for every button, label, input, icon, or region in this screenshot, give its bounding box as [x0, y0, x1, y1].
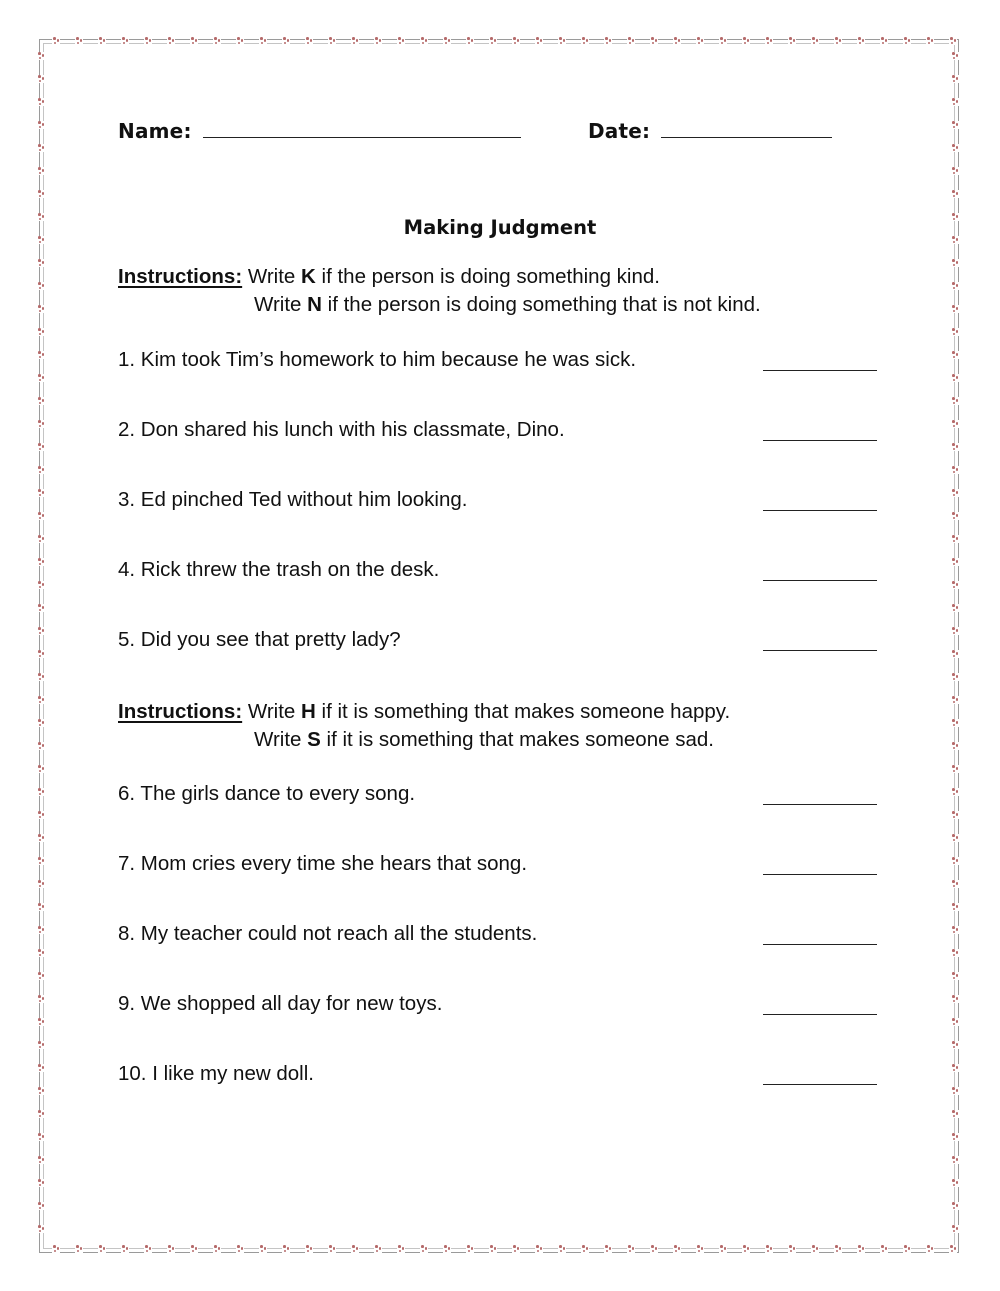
border-dot-ornament	[305, 1245, 313, 1253]
border-dot-ornament	[37, 1041, 45, 1049]
border-dot-ornament	[650, 37, 658, 45]
border-dot-ornament	[259, 1245, 267, 1253]
border-dot-ornament	[37, 1179, 45, 1187]
border-dot-ornament	[951, 420, 959, 428]
border-dot-ornament	[98, 1245, 106, 1253]
border-dot-ornament	[951, 167, 959, 175]
border-dot-ornament	[558, 37, 566, 45]
border-dot-ornament	[37, 305, 45, 313]
border-dot-ornament	[951, 52, 959, 60]
border-dot-ornament	[696, 37, 704, 45]
instruction-text: if the person is doing something kind.	[315, 265, 660, 288]
border-dot-ornament	[673, 1245, 681, 1253]
border-dot-ornament	[719, 1245, 727, 1253]
border-dot-ornament	[213, 1245, 221, 1253]
border-dot-ornament	[742, 37, 750, 45]
instruction-text: if the person is doing something that is not kind.	[321, 293, 761, 316]
border-dot-ornament	[98, 37, 106, 45]
answer-line-1[interactable]	[763, 370, 877, 371]
border-dot-ornament	[37, 52, 45, 60]
instruction-text: Write	[254, 728, 308, 751]
border-dot-ornament	[857, 37, 865, 45]
border-dot-ornament	[951, 443, 959, 451]
border-dot-ornament	[37, 1133, 45, 1141]
border-dot-ornament	[951, 190, 959, 198]
border-dot-ornament	[420, 37, 428, 45]
border-dot-ornament	[328, 37, 336, 45]
border-dot-ornament	[951, 466, 959, 474]
border-dot-ornament	[37, 1225, 45, 1233]
border-dot-ornament	[37, 144, 45, 152]
border-dot-ornament	[742, 1245, 750, 1253]
border-dot-ornament	[37, 604, 45, 612]
border-dot-ornament	[37, 995, 45, 1003]
date-field	[588, 119, 832, 143]
question-1: 1. Kim took Tim’s homework to him because he was sick.	[118, 348, 637, 371]
border-dot-ornament	[37, 581, 45, 589]
border-dot-ornament	[951, 949, 959, 957]
instruction-text: if it is something that makes someone happy.	[315, 700, 731, 723]
instruction-text: Write	[247, 265, 302, 288]
border-dot-ornament	[951, 144, 959, 152]
border-dot-ornament	[951, 627, 959, 635]
answer-key-letter: N	[307, 293, 322, 316]
border-dot-ornament	[951, 75, 959, 83]
border-dot-ornament	[37, 351, 45, 359]
border-dot-ornament	[489, 37, 497, 45]
answer-line-7[interactable]	[763, 874, 877, 875]
border-dot-ornament	[282, 1245, 290, 1253]
question-10: 10. I like my new doll.	[118, 1062, 314, 1085]
border-dot-ornament	[951, 673, 959, 681]
border-dot-ornament	[37, 420, 45, 428]
border-dot-ornament	[951, 1041, 959, 1049]
border-dot-ornament	[951, 1202, 959, 1210]
border-dot-ornament	[903, 1245, 911, 1253]
answer-line-3[interactable]	[763, 510, 877, 511]
border-dot-ornament	[259, 37, 267, 45]
instruction-text: if it is something that makes someone sad.	[320, 728, 714, 751]
border-dot-ornament	[951, 1156, 959, 1164]
border-dot-ornament	[37, 742, 45, 750]
border-dot-ornament	[951, 558, 959, 566]
border-dot-ornament	[951, 282, 959, 290]
instructions-label: Instructions:	[118, 265, 243, 288]
border-dot-ornament	[719, 37, 727, 45]
border-dot-ornament	[37, 627, 45, 635]
border-dot-ornament	[236, 37, 244, 45]
border-dot-ornament	[951, 650, 959, 658]
border-dot-ornament	[37, 397, 45, 405]
border-dot-ornament	[121, 37, 129, 45]
border-dot-ornament	[926, 1245, 934, 1253]
border-dot-ornament	[951, 1087, 959, 1095]
border-dot-ornament	[305, 37, 313, 45]
border-dot-ornament	[811, 1245, 819, 1253]
instructions-1-line-2	[254, 293, 761, 317]
border-dot-ornament	[37, 328, 45, 336]
border-dot-ornament	[627, 37, 635, 45]
border-dot-ornament	[696, 1245, 704, 1253]
border-dot-ornament	[951, 351, 959, 359]
border-dot-ornament	[951, 489, 959, 497]
border-dot-ornament	[788, 37, 796, 45]
border-dot-ornament	[558, 1245, 566, 1253]
border-dot-ornament	[37, 834, 45, 842]
border-dot-ornament	[951, 535, 959, 543]
border-dot-ornament	[190, 1245, 198, 1253]
border-dot-ornament	[37, 1110, 45, 1118]
border-dot-ornament	[949, 1245, 957, 1253]
answer-line-5[interactable]	[763, 650, 877, 651]
border-dot-ornament	[604, 1245, 612, 1253]
border-dot-ornament	[37, 1202, 45, 1210]
border-dot-ornament	[37, 811, 45, 819]
border-dot-ornament	[37, 972, 45, 980]
border-dot-ornament	[37, 489, 45, 497]
name-blank-line[interactable]	[203, 137, 521, 138]
name-label: Name:	[118, 119, 192, 143]
border-dot-ornament	[420, 1245, 428, 1253]
border-dot-ornament	[951, 259, 959, 267]
border-dot-ornament	[37, 512, 45, 520]
border-dot-ornament	[37, 374, 45, 382]
border-dot-ornament	[351, 37, 359, 45]
border-dot-ornament	[951, 995, 959, 1003]
border-dot-ornament	[903, 37, 911, 45]
border-dot-ornament	[951, 1133, 959, 1141]
border-dot-ornament	[951, 696, 959, 704]
answer-key-letter: K	[301, 265, 316, 288]
question-8: 8. My teacher could not reach all the students.	[118, 922, 538, 945]
border-dot-ornament	[951, 1018, 959, 1026]
border-dot-ornament	[951, 719, 959, 727]
border-dot-ornament	[951, 1064, 959, 1072]
border-dot-ornament	[282, 37, 290, 45]
border-dot-ornament	[951, 374, 959, 382]
border-dot-ornament	[627, 1245, 635, 1253]
border-dot-ornament	[765, 37, 773, 45]
instruction-text: Write	[247, 700, 302, 723]
border-dot-ornament	[951, 121, 959, 129]
border-dot-ornament	[52, 37, 60, 45]
border-dot-ornament	[951, 857, 959, 865]
border-dot-ornament	[581, 37, 589, 45]
border-dot-ornament	[213, 37, 221, 45]
border-dot-ornament	[951, 903, 959, 911]
border-dot-ornament	[951, 98, 959, 106]
border-dot-ornament	[951, 1110, 959, 1118]
question-9: 9. We shopped all day for new toys.	[118, 992, 443, 1015]
border-dot-ornament	[489, 1245, 497, 1253]
border-dot-ornament	[37, 75, 45, 83]
border-dot-ornament	[466, 1245, 474, 1253]
border-dot-ornament	[37, 1087, 45, 1095]
border-dot-ornament	[374, 1245, 382, 1253]
instructions-2-line-2	[254, 728, 714, 752]
answer-line-6[interactable]	[763, 804, 877, 805]
border-dot-ornament	[811, 37, 819, 45]
border-dot-ornament	[351, 1245, 359, 1253]
border-dot-ornament	[604, 37, 612, 45]
border-dot-ornament	[37, 282, 45, 290]
answer-line-10[interactable]	[763, 1084, 877, 1085]
border-dot-ornament	[37, 650, 45, 658]
question-2: 2. Don shared his lunch with his classmate, Dino.	[118, 418, 565, 441]
border-dot-ornament	[37, 880, 45, 888]
border-dot-ornament	[951, 397, 959, 405]
answer-line-9[interactable]	[763, 1014, 877, 1015]
border-dot-ornament	[535, 37, 543, 45]
border-dot-ornament	[37, 558, 45, 566]
border-dot-ornament	[37, 167, 45, 175]
date-label: Date:	[588, 119, 651, 143]
instruction-text: Write	[254, 293, 308, 316]
border-dot-ornament	[951, 972, 959, 980]
answer-line-4[interactable]	[763, 580, 877, 581]
border-dot-ornament	[37, 696, 45, 704]
worksheet-title: Making Judgment	[403, 216, 597, 239]
border-dot-ornament	[951, 788, 959, 796]
border-dot-ornament	[144, 1245, 152, 1253]
border-dot-ornament	[37, 121, 45, 129]
border-dot-ornament	[37, 765, 45, 773]
instructions-2-line-1	[118, 700, 730, 724]
instructions-label: Instructions:	[118, 700, 243, 723]
border-dot-ornament	[512, 37, 520, 45]
border-dot-ornament	[857, 1245, 865, 1253]
border-dot-ornament	[397, 37, 405, 45]
border-dot-ornament	[37, 190, 45, 198]
border-dot-ornament	[190, 37, 198, 45]
border-dot-ornament	[951, 604, 959, 612]
border-dot-ornament	[37, 1156, 45, 1164]
instructions-1-line-1	[118, 265, 660, 289]
border-dot-ornament	[581, 1245, 589, 1253]
border-dot-ornament	[37, 1064, 45, 1072]
question-3: 3. Ed pinched Ted without him looking.	[118, 488, 468, 511]
border-dot-ornament	[37, 443, 45, 451]
border-dot-ornament	[443, 1245, 451, 1253]
answer-key-letter: H	[301, 700, 316, 723]
border-dot-ornament	[880, 37, 888, 45]
border-dot-ornament	[951, 328, 959, 336]
border-dot-ornament	[75, 37, 83, 45]
border-dot-ornament	[37, 949, 45, 957]
border-dot-ornament	[167, 1245, 175, 1253]
border-dot-ornament	[37, 719, 45, 727]
border-dot-ornament	[788, 1245, 796, 1253]
border-dot-ornament	[951, 811, 959, 819]
border-dot-ornament	[951, 581, 959, 589]
border-dot-ornament	[926, 37, 934, 45]
date-blank-line[interactable]	[661, 137, 832, 138]
border-dot-ornament	[949, 37, 957, 45]
border-dot-ornament	[374, 37, 382, 45]
border-dot-ornament	[167, 37, 175, 45]
border-dot-ornament	[951, 1225, 959, 1233]
border-dot-ornament	[834, 1245, 842, 1253]
border-dot-ornament	[535, 1245, 543, 1253]
border-dot-ornament	[37, 535, 45, 543]
border-dot-ornament	[37, 926, 45, 934]
border-dot-ornament	[397, 1245, 405, 1253]
border-dot-ornament	[951, 765, 959, 773]
border-dot-ornament	[37, 1018, 45, 1026]
border-dot-ornament	[144, 37, 152, 45]
border-dot-ornament	[951, 305, 959, 313]
question-7: 7. Mom cries every time she hears that song.	[118, 852, 528, 875]
border-dot-ornament	[37, 903, 45, 911]
border-dot-ornament	[650, 1245, 658, 1253]
border-dot-ornament	[951, 880, 959, 888]
name-field	[118, 119, 521, 143]
border-dot-ornament	[37, 259, 45, 267]
border-dot-ornament	[37, 857, 45, 865]
border-dot-ornament	[880, 1245, 888, 1253]
border-dot-ornament	[765, 1245, 773, 1253]
answer-key-letter: S	[307, 728, 321, 751]
border-dot-ornament	[37, 98, 45, 106]
border-dot-ornament	[328, 1245, 336, 1253]
border-dot-ornament	[236, 1245, 244, 1253]
border-dot-ornament	[52, 1245, 60, 1253]
question-5: 5. Did you see that pretty lady?	[118, 628, 401, 651]
answer-line-2[interactable]	[763, 440, 877, 441]
border-dot-ornament	[75, 1245, 83, 1253]
border-dot-ornament	[37, 788, 45, 796]
question-6: 6. The girls dance to every song.	[118, 782, 416, 805]
border-dot-ornament	[443, 37, 451, 45]
border-dot-ornament	[951, 926, 959, 934]
border-dot-ornament	[834, 37, 842, 45]
border-dot-ornament	[673, 37, 681, 45]
question-4: 4. Rick threw the trash on the desk.	[118, 558, 440, 581]
border-dot-ornament	[951, 834, 959, 842]
answer-line-8[interactable]	[763, 944, 877, 945]
border-dot-ornament	[37, 673, 45, 681]
border-dot-ornament	[512, 1245, 520, 1253]
border-dot-ornament	[466, 37, 474, 45]
border-dot-ornament	[951, 742, 959, 750]
border-dot-ornament	[37, 466, 45, 474]
border-dot-ornament	[951, 1179, 959, 1187]
border-dot-ornament	[951, 512, 959, 520]
border-dot-ornament	[121, 1245, 129, 1253]
